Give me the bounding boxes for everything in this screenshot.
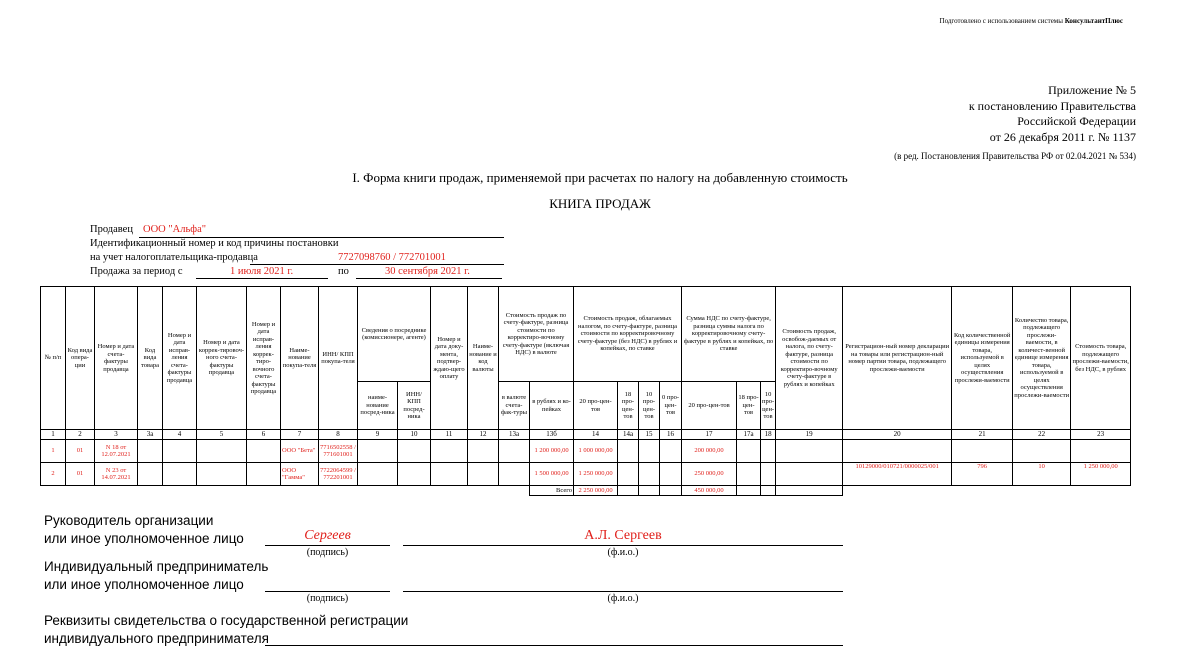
header-taxable-0: 0 про-цен-тов (660, 382, 682, 430)
appendix-line-2: к постановлению Правительства (968, 98, 1136, 113)
brand-name: КонсультантПлюс (1064, 17, 1123, 25)
ip-name-caption: (ф.и.о.) (607, 593, 639, 604)
column-number: 1 (41, 430, 66, 440)
header-vat-20: 20 про-цен-тов (682, 382, 737, 430)
period-to: 30 сентября 2021 г. (385, 266, 470, 277)
row-total-rub: 1 200 000,00 (530, 440, 574, 463)
row-no: 1 (41, 440, 66, 463)
column-number: 23 (1071, 430, 1131, 440)
row-vat-20: 250 000,00 (682, 463, 737, 486)
row-buyer: ООО "Бета" (281, 440, 319, 463)
header-vat-18: 18 про-цен-тов (737, 382, 761, 430)
book-title: КНИГА ПРОДАЖ (549, 196, 651, 211)
row-no: 2 (41, 463, 66, 486)
column-number: 3 (95, 430, 138, 440)
prepared-note (940, 17, 1123, 25)
seller-value: ООО "Альфа" (143, 224, 207, 235)
appendix-line-3: Российской Федерации (1017, 114, 1136, 128)
column-number: 9 (358, 430, 398, 440)
column-number: 2 (66, 430, 95, 440)
header-operation-code: Код вида опера-ции (66, 287, 95, 430)
column-number: 4 (163, 430, 197, 440)
column-number: 12 (468, 430, 499, 440)
row-vat-20: 200 000,00 (682, 440, 737, 463)
row-invoice: N 18 от 12.07.2021 (95, 440, 138, 463)
header-taxable-20: 20 про-цен-тов (574, 382, 618, 430)
column-number: 17 (682, 430, 737, 440)
column-number: 10 (398, 430, 431, 440)
column-number: 16 (660, 430, 682, 440)
header-sales-total: Стоимость продаж по счету-фактуре, разница стоимости по корректиро-вочному счету-фактуре (включая НДС) в валюте (499, 287, 574, 382)
head-sign-caption: (подпись) (306, 547, 349, 558)
row-buyer: ООО "Гамма" (281, 463, 319, 486)
column-number: 14а (618, 430, 639, 440)
ip-sign-line (265, 591, 390, 592)
inn-underline (250, 264, 504, 265)
row-buyer-inn: 7716502558 / 771601001 (319, 440, 358, 463)
header-payment-doc: Номер и дата доку-мента, подтвер-ждаю-щего оплату (431, 287, 468, 430)
total-taxable-20: 2 250 000,00 (574, 486, 618, 496)
header-taxable-10: 10 про-цен-тов (639, 382, 660, 430)
registration-label (44, 612, 408, 648)
total-row (41, 486, 1131, 496)
row-trace-cost: 1 250 000,00 (1071, 463, 1131, 486)
ip-sign-caption: (подпись) (306, 593, 349, 604)
header-no: № п/п (41, 287, 66, 430)
header-agent-name: наиме-нование посред-ника (358, 382, 398, 430)
column-number: 5 (197, 430, 247, 440)
seller-label: Продавец (90, 224, 133, 235)
row-code: 01 (66, 440, 95, 463)
total-label: Всего (530, 486, 574, 496)
column-number: 13б (530, 430, 574, 440)
form-title: I. Форма книги продаж, применяемой при расчетах по налогу на добавленную стоимость (352, 170, 848, 185)
ip-label (44, 558, 268, 594)
ip-label-2: или иное уполномоченное лицо (44, 577, 244, 592)
inn-label-2: на учет налогоплательщика-продавца (90, 252, 258, 263)
inn-value: 7727098760 / 772701001 (338, 252, 446, 263)
column-number: 20 (843, 430, 952, 440)
column-number: 17а (737, 430, 761, 440)
registration-label-2: индивидуального предпринимателя (44, 631, 269, 646)
period-to-underline (356, 278, 502, 279)
row-buyer-inn: 7722064599 / 772201001 (319, 463, 358, 486)
header-vat-10: 10 про-цен-тов (761, 382, 776, 430)
row-qty: 10 (1013, 463, 1071, 486)
column-number: 6 (247, 430, 281, 440)
header-corrected-adjustment: Номер и дата исправ-ления коррек-тиро-вочного счета-фактуры продавца (247, 287, 281, 430)
header-vat: Сумма НДС по счету-фактуре, разница суммы налога по корректировочному счету-фактуре в рублях и копейках, по ставке (682, 287, 776, 382)
registration-line (265, 645, 843, 646)
column-number: 21 (952, 430, 1013, 440)
column-number: 3а (138, 430, 163, 440)
row-taxable-20: 1 250 000,00 (574, 463, 618, 486)
header-currency: Наиме-нование и код валюты (468, 287, 499, 430)
sales-book-table (40, 286, 1131, 496)
period-to-label: по (338, 266, 349, 277)
header-taxable-18: 18 про-цен-тов (618, 382, 639, 430)
header-adjustment-invoice: Номер и дата коррек-тировоч-ного счета-фактуры продавца (197, 287, 247, 430)
header-taxable: Стоимость продаж, облагаемых налогом, по счету-фактуре, разница стоимости по корректировочному счету-фактуре (без НДС) в рублях и копейках, по ставке (574, 287, 682, 382)
column-number: 18 (761, 430, 776, 440)
head-label-1: Руководитель организации (44, 513, 214, 528)
head-label (44, 512, 244, 548)
row-unit: 796 (952, 463, 1013, 486)
header-in-currency: в валюте счета-фак-туры (499, 382, 530, 430)
header-exempt: Стоимость продаж, освобож-даемых от налога, по счету-фактуре, разница стоимости по корректиро-вочному счету-фактуре в рублях и копейках (776, 287, 843, 430)
appendix-note: (в ред. Постановления Правительства РФ от 02.04.2021 № 534) (894, 151, 1136, 161)
header-corrected-invoice: Номер и дата исправ-ления счета-фактуры продавца (163, 287, 197, 430)
header-unit-code: Код количественной единицы измерения товара, используемой в целях осуществления прослежи-ваемости (952, 287, 1013, 430)
seller-row (90, 224, 133, 235)
column-number: 19 (776, 430, 843, 440)
appendix-block (894, 83, 1136, 165)
column-number: 13а (499, 430, 530, 440)
registration-label-1: Реквизиты свидетельства о государственной регистрации (44, 613, 409, 628)
column-numbers-row (41, 430, 1131, 440)
head-signature: Сергеев (304, 528, 351, 543)
appendix-line-1: Приложение № 5 (1048, 83, 1136, 97)
head-name-line (403, 545, 843, 546)
head-name: А.Л. Сергеев (584, 528, 662, 543)
column-number: 15 (639, 430, 660, 440)
head-label-2: или иное уполномоченное лицо (44, 531, 244, 546)
appendix-line-4: от 26 декабря 2011 г. № 1137 (989, 129, 1136, 144)
row-code: 01 (66, 463, 95, 486)
row-total-rub: 1 500 000,00 (530, 463, 574, 486)
header-in-rub: в рублях и ко-пейках (530, 382, 574, 430)
column-number: 7 (281, 430, 319, 440)
header-quantity: Количество товара, подлежащего прослежи-ваемости, в количест-венной единице измерения товара, используемой в целях осуществления прослежи-ваемости (1013, 287, 1071, 430)
header-buyer: Наиме-нование покупа-теля (281, 287, 319, 430)
column-number: 22 (1013, 430, 1071, 440)
prepared-prefix: Подготовлено с использованием системы (939, 17, 1063, 25)
column-number: 8 (319, 430, 358, 440)
period-from: 1 июля 2021 г. (230, 266, 294, 277)
inn-label-1: Идентификационный номер и код причины постановки (90, 238, 339, 249)
ip-name-line (403, 591, 843, 592)
header-goods-code: Код вида товара (138, 287, 163, 430)
head-name-caption: (ф.и.о.) (607, 547, 639, 558)
header-trace-cost: Стоимость товара, подлежащего прослежи-ваемости, без НДС, в рублях (1071, 287, 1131, 430)
head-sign-line (265, 545, 390, 546)
table-row (41, 440, 1131, 463)
period-from-underline (196, 278, 328, 279)
header-agent-inn: ИНН/ КПП посред-ника (398, 382, 431, 430)
row-invoice: N 23 от 14.07.2021 (95, 463, 138, 486)
header-invoice: Номер и дата счета-фактуры продавца (95, 287, 138, 430)
table-row (41, 463, 1131, 486)
header-registration: Регистрацион-ный номер декларации на товары или регистрацион-ный номер партии товара, подлежащего прослежи-ваемости (843, 287, 952, 430)
header-agent: Сведения о посреднике (комиссионере, агенте) (358, 287, 431, 382)
header-buyer-inn: ИНН/ КПП покупа-теля (319, 287, 358, 430)
row-registration: 10129000/010721/0000025/001 (843, 463, 952, 486)
column-number: 14 (574, 430, 618, 440)
row-taxable-20: 1 000 000,00 (574, 440, 618, 463)
total-vat-20: 450 000,00 (682, 486, 737, 496)
period-label: Продажа за период с (90, 266, 183, 277)
ip-label-1: Индивидуальный предприниматель (44, 559, 269, 574)
column-number: 11 (431, 430, 468, 440)
